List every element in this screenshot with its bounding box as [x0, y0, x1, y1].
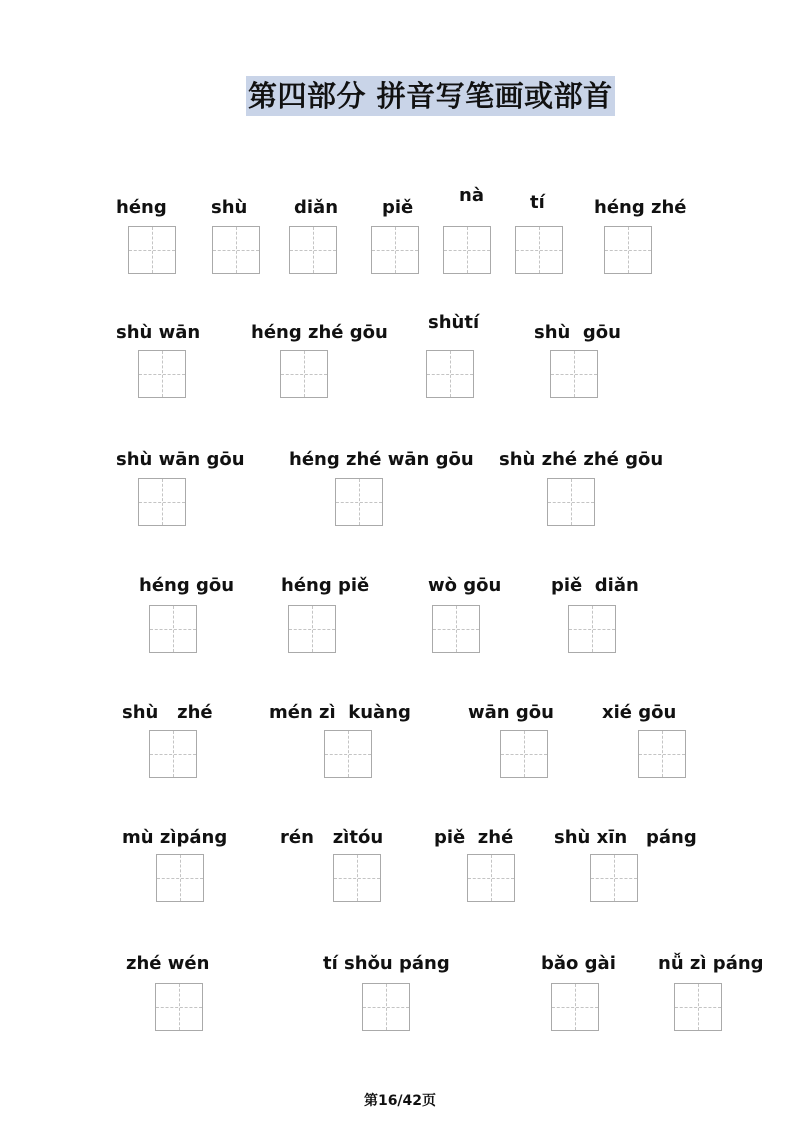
pinyin-label: shù: [211, 197, 248, 218]
writing-grid-box[interactable]: [212, 226, 260, 274]
writing-grid-box[interactable]: [371, 226, 419, 274]
pinyin-label: piě diǎn: [551, 575, 639, 596]
page-number: 第16/42页: [363, 1093, 437, 1109]
pinyin-label: shù gōu: [534, 322, 621, 343]
writing-grid-box[interactable]: [551, 983, 599, 1031]
pinyin-label: shùtí: [428, 312, 480, 333]
writing-grid-box[interactable]: [638, 730, 686, 778]
pinyin-label: rén zìtóu: [280, 827, 384, 848]
pinyin-label: wò gōu: [428, 575, 502, 596]
writing-grid-box[interactable]: [500, 730, 548, 778]
writing-grid-box[interactable]: [547, 478, 595, 526]
writing-grid-box[interactable]: [432, 605, 480, 653]
writing-grid-box[interactable]: [155, 983, 203, 1031]
writing-grid-box[interactable]: [443, 226, 491, 274]
pinyin-label: tí shǒu páng: [323, 953, 450, 974]
pinyin-label: wān gōu: [468, 702, 554, 723]
writing-grid-box[interactable]: [362, 983, 410, 1031]
writing-grid-box[interactable]: [280, 350, 328, 398]
writing-grid-box[interactable]: [604, 226, 652, 274]
writing-grid-box[interactable]: [138, 478, 186, 526]
writing-grid-box[interactable]: [515, 226, 563, 274]
pinyin-label: tí: [530, 192, 545, 213]
section-title: 第四部分 拼音写笔画或部首: [246, 76, 615, 116]
pinyin-label: shù zhé zhé gōu: [499, 449, 664, 470]
writing-grid-box[interactable]: [674, 983, 722, 1031]
writing-grid-box[interactable]: [426, 350, 474, 398]
pinyin-label: héng zhé wān gōu: [289, 449, 474, 470]
pinyin-label: mù zìpáng: [122, 827, 228, 848]
pinyin-label: héng gōu: [139, 575, 235, 596]
writing-grid-box[interactable]: [550, 350, 598, 398]
writing-grid-box[interactable]: [324, 730, 372, 778]
writing-grid-box[interactable]: [138, 350, 186, 398]
pinyin-label: piě: [382, 197, 414, 218]
pinyin-label: bǎo gài: [541, 953, 616, 974]
pinyin-label: piě zhé: [434, 827, 514, 848]
pinyin-label: diǎn: [294, 197, 339, 218]
pinyin-label: mén zì kuàng: [269, 702, 411, 723]
pinyin-label: shù zhé: [122, 702, 213, 723]
writing-grid-box[interactable]: [288, 605, 336, 653]
pinyin-label: xié gōu: [602, 702, 677, 723]
pinyin-label: nà: [459, 185, 484, 206]
pinyin-label: héng: [116, 197, 167, 218]
pinyin-label: shù wān: [116, 322, 201, 343]
pinyin-label: héng zhé: [594, 197, 687, 218]
writing-grid-box[interactable]: [568, 605, 616, 653]
writing-grid-box[interactable]: [289, 226, 337, 274]
writing-grid-box[interactable]: [149, 730, 197, 778]
writing-grid-box[interactable]: [467, 854, 515, 902]
writing-grid-box[interactable]: [149, 605, 197, 653]
pinyin-label: zhé wén: [126, 953, 210, 974]
writing-grid-box[interactable]: [590, 854, 638, 902]
writing-grid-box[interactable]: [333, 854, 381, 902]
pinyin-label: héng piě: [281, 575, 370, 596]
pinyin-label: nǚ zì páng: [658, 953, 764, 974]
writing-grid-box[interactable]: [335, 478, 383, 526]
writing-grid-box[interactable]: [156, 854, 204, 902]
pinyin-label: shù wān gōu: [116, 449, 245, 470]
pinyin-label: héng zhé gōu: [251, 322, 388, 343]
writing-grid-box[interactable]: [128, 226, 176, 274]
pinyin-label: shù xīn páng: [554, 827, 697, 848]
